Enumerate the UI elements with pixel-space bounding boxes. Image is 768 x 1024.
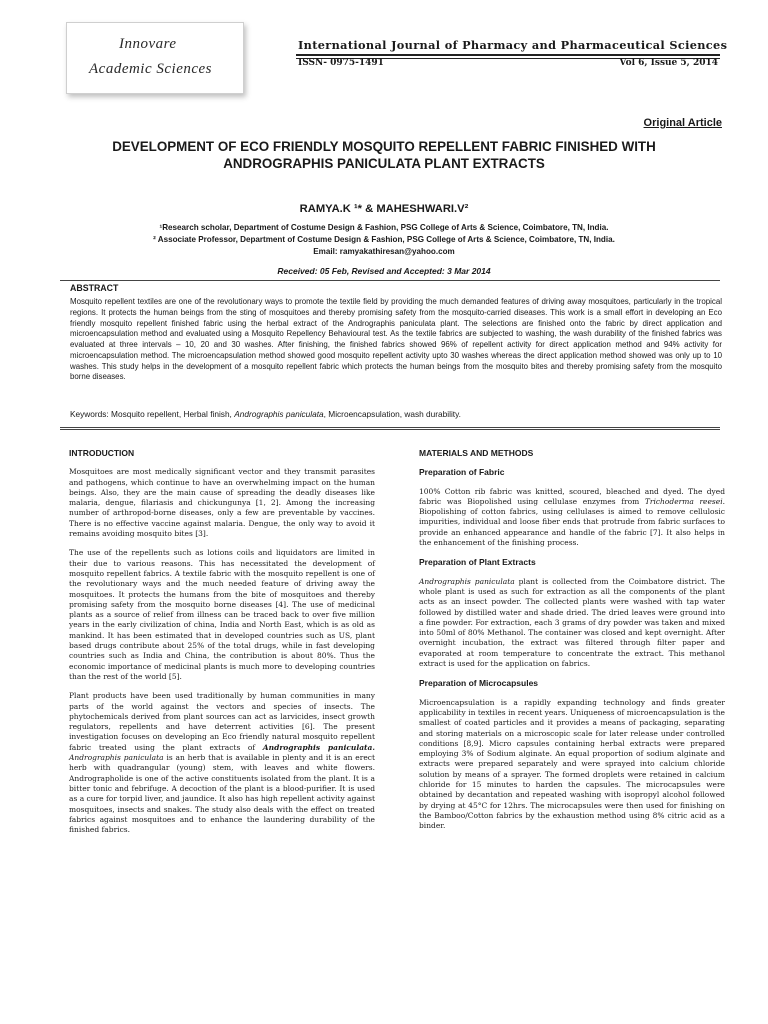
received-dates: Received: 05 Feb, Revised and Accepted: 3 Mar 2014 xyxy=(277,266,491,276)
journal-title: International Journal of Pharmacy and Pharmaceutical Sciences xyxy=(298,38,728,52)
intro-p3-italic-b: Andrographis paniculata xyxy=(69,753,164,763)
issn: ISSN- 0975-1491 xyxy=(298,58,384,68)
intro-p3-italic: Andrographis paniculata. xyxy=(262,742,375,752)
plant-extracts-paragraph xyxy=(419,577,725,670)
plant-extracts-heading: Preparation of Plant Extracts xyxy=(419,557,536,568)
fabric-text-a: 100% Cotton rib fabric was knitted, scoured, bleached and dyed. The dyed fabric was Biopolished using cellulase enzymes from xyxy=(419,486,725,506)
fabric-italic: Trichoderma reesei. xyxy=(644,496,725,506)
left-column xyxy=(69,448,375,844)
header-rule xyxy=(296,54,720,56)
publisher-name-line2: Academic Sciences xyxy=(89,61,213,77)
plant-text: plant is collected from the Coimbatore district. The whole plant is used as such for extraction as all the components of the plant acts as an insect powder. The collected plants were washed with tap water followed by distilled water and shade dried. The dried leaves were ground into a fine powder. For extraction, each 3 grams of dry powder was taken and mixed into 50ml of 80% Methanol. The container was closed and kept overnight. After overnight incubation, the extract was filtered through filter paper and evaporated at room temperature to concentrate the extract. This methanol extract is used for the application on fabrics. xyxy=(419,576,725,669)
intro-p3-text-a: Plant products have been used traditionally by human communities in many parts of the world against the vectors and species of insects. The phytochemicals derived from plant sources can act as larvicides, insect growth regulators, repellents and have deterrent activities [6]. The present investigation focuses on developing an Eco friendly natural mosquito repellent fabric treated using the plant extracts of xyxy=(69,691,375,752)
paper-title-line2: ANDROGRAPHIS PANICULATA PLANT EXTRACTS xyxy=(223,156,545,171)
intro-paragraph-1: Mosquitoes are most medically significant vector and they transmit parasites and pathogens, which continue to have an overwhelming impact on the human beings. Also, they are the main cause of spreading the deadly diseases like malaria, dengue, filariasis and chickungunya [1, 2]. Among the increasing number of arthropod-borne diseases, only a few are preventable by vaccines. There is no effective vaccine against malaria. Dengue, the only way to avoid it remains avoiding mosquito bites [3]. xyxy=(69,467,375,539)
affiliation-1: ¹Research scholar, Department of Costume Design & Fashion, PSG College of Arts & Science, Coimbatore, TN, India. xyxy=(159,223,609,232)
affiliation-2: ² Associate Professor, Department of Costume Design & Fashion, PSG College of Arts & Science, Coimbatore, TN, India. xyxy=(153,235,615,244)
publisher-name-line1: Innovare xyxy=(119,36,177,52)
author-email: Email: ramyakathiresan@yahoo.com xyxy=(313,247,455,256)
introduction-heading: INTRODUCTION xyxy=(69,448,135,458)
keywords-part1: Mosquito repellent, Herbal finish, xyxy=(108,409,235,419)
intro-paragraph-2: The use of the repellents such as lotions coils and liquidators are limited in their due to various reasons. This has necessitated the development of mosquito repellent fabrics. A textile fabric with the mosquito repellent is one of the revolutionary ways and the much needed feature of driving away the mosquitoes. It protects the humans from the bite of mosquitoes and thereby promising safety from the mosquito borne diseases [4]. The use of medicinal plants as a source of relief from illness can be traced back to over five million years in the early civilization of china, India and North East, which is as old as mankind. It has been estimated that in developed countries such as US, plant based drugs contribute about 25% of the total drugs, while in fast developing countries such as India and China, the contribution is about 80%. Thus the economic importance of medicinal plants is much more to developing countries than the rest of the world [5]. xyxy=(69,548,375,681)
abstract-bottom-rule xyxy=(60,427,720,428)
plant-italic: Andrographis paniculata xyxy=(419,576,515,586)
intro-p3-text-b: is an herb that is available in plenty and it is an erect herb with quadrangular (young) stem, with leaves and white flowers. Andrographolide is one of the active constituents isolated from the plant. It is a bitter tonic and febrifuge. A decoction of the plant is a blood-purifier. It is used as a cure for torpid liver, and jaundice. It also has high repellent activity against mosquitoes, insects and snakes. The study also deals with the effect on treated fabrics against mosquitoes and to enhance the laundering durability of the finished fabrics. xyxy=(69,753,375,835)
volume-issue: Vol 6, Issue 5, 2014 xyxy=(619,58,718,68)
publisher-logo xyxy=(66,22,244,94)
article-type: Original Article xyxy=(643,117,722,129)
abstract-heading: ABSTRACT xyxy=(70,283,119,293)
fabric-paragraph xyxy=(419,487,725,549)
microcapsules-heading: Preparation of Microcapsules xyxy=(419,678,539,689)
right-column xyxy=(419,448,725,841)
authors: RAMYA.K ¹* & MAHESHWARI.V² xyxy=(299,203,469,215)
keywords-part2: , Microencapsulation, wash durability. xyxy=(323,409,461,419)
abstract-bottom-rule-2 xyxy=(60,429,720,430)
abstract-top-rule xyxy=(60,280,720,281)
paper-title xyxy=(60,138,708,172)
keywords-italic: Andrographis paniculata xyxy=(234,409,324,419)
intro-paragraph-3 xyxy=(69,691,375,835)
paper-title-line1: DEVELOPMENT OF ECO FRIENDLY MOSQUITO REPELLENT FABRIC FINISHED WITH xyxy=(112,139,656,154)
keywords xyxy=(70,409,722,419)
fabric-text-b: Biopolishing of cotton fabrics, using cellulases is aimed to remove cellulosic impurities, individual and loose fiber ends that protrude from fabric surfaces to provide an enhanced appearance and handle of the fabric [7]. It also helps in the enhancement of the finishing process. xyxy=(419,507,725,548)
keywords-label: Keywords: xyxy=(70,409,109,419)
abstract-text: Mosquito repellent textiles are one of the revolutionary ways to promote the textile field by providing the much demanded features of driving away mosquitoes, particularly in the tropical regions. It protects the human beings from the sting of mosquitoes and thereby promising safety from the mosquito-carried diseases. This work is a small effort in developing an Eco friendly mosquito repellent finished fabric using the herbal extract of the Andrographis paniculata plant. The selections are finished onto the fabric by direct application and microencapsulation method and evaluated using a Mosquito Repellency Behavioural test. As the textile fabrics are subjected to washing, the wash durability of the finished fabrics was evaluated at three intervals – 10, 20 and 30 washes. After finishing, the finished fabrics showed 96% of repellent activity for direct application method and 94% activity for microencapsulation method. The microencapsulation method showed good mosquito repellent activity upto 30 washes whereas the direct application method showed was only up to 10 washes. This study helps in the development of a mosquito repellent fabric which protects the human beings from the mosquito bites and thereby promising safety from the mosquito borne diseases. xyxy=(70,297,722,382)
fabric-heading: Preparation of Fabric xyxy=(419,467,505,478)
microcapsules-paragraph: Microencapsulation is a rapidly expanding technology and finds greater applicability in textiles in recent years. Uniqueness of microencapsulation is the smallest of coated particles and it provides a means of packaging, separating and storing materials on a microscopic scale for later release under controlled conditions [8,9]. Micro capsules containing herbal extracts were prepared employing 3% of Sodium alginate. An equal proportion of sodium alginate and extracts were prepared separately and were sprayed into calcium chloride solution by means of a sprayer. The formed droplets were retained in calcium chloride for 15 minutes to harden the capsules. The microcapsules were obtained by decantation and repeated washing with isopropyl alcohol followed by drying at 45°C for 12hrs. The microcapsules were then used for finishing on the Bamboo/Cotton fabrics by the exhaustion method using 8% citric acid as a binder. xyxy=(419,697,725,831)
methods-heading: MATERIALS AND METHODS xyxy=(419,448,534,458)
